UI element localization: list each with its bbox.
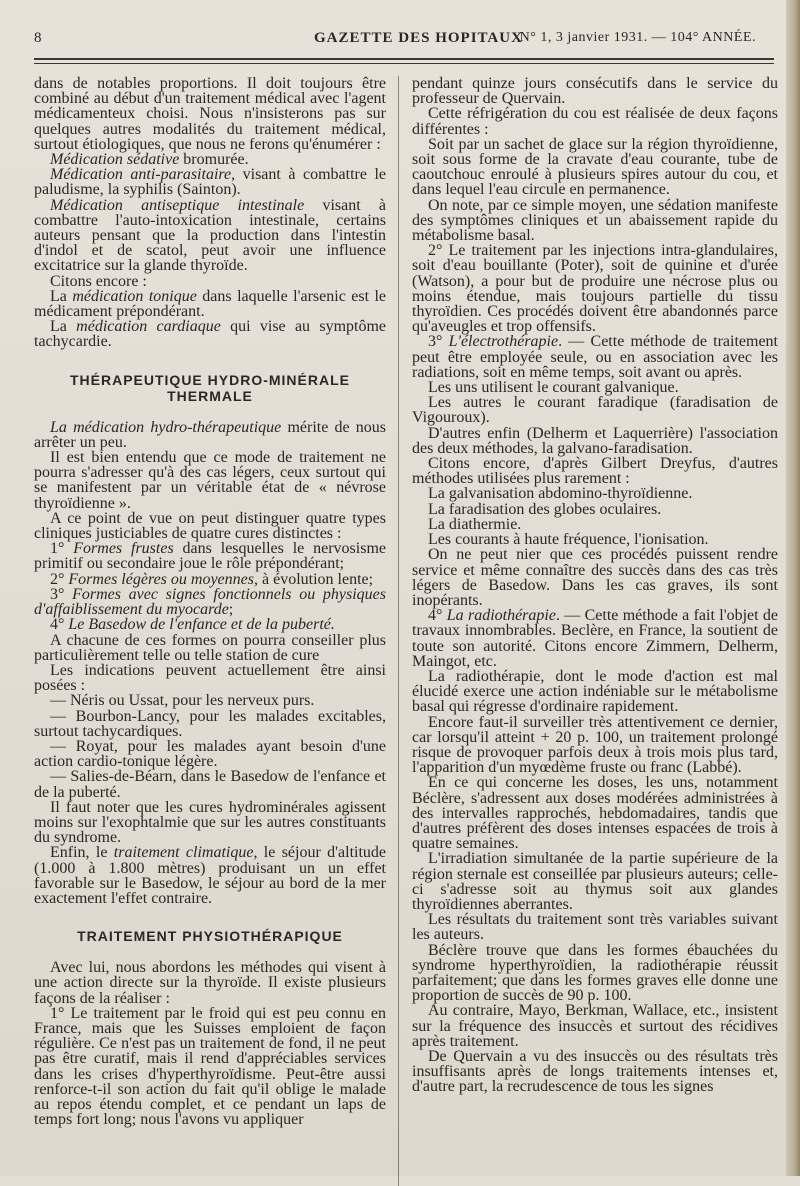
italic-term: Médication anti-parasitaire (50, 166, 232, 184)
paragraph: Citons encore, d'après Gilbert Dreyfus, d'autres méthodes utilisées plus rarement : (412, 455, 778, 488)
italic-term: La radiothérapie (446, 607, 556, 625)
italic-term: médication tonique (72, 287, 197, 305)
page-edge (786, 0, 800, 1176)
publication-title: GAZETTE DES HOPITAUX (314, 30, 523, 46)
paragraph: La médication tonique dans laquelle l'arsenic est le médicament prépondérant. (34, 287, 387, 321)
paragraph: L'irradiation simultanée de la partie supérieure de la région sternale est conseillée par plusieurs auteurs; celle-ci s'adresse soit au thymus soit aux glandes thyroïdiennes aberrantes. (412, 850, 778, 913)
paragraph: 2° Le traitement par les injections intra-glandulaires, soit d'eau bouillante (Poter), soit de quinine et d'urée (Watson), a pour but de produire une nécrose plus ou moins étendue, mais toujours partielle du tissu thyroïdien. Ces procédés doivent être abandonnés parce qu'aveugles et trop offensifs. (412, 242, 778, 336)
list-item: — Royat, pour les malades ayant besoin d'une action cardio-tonique légère. (34, 737, 386, 771)
paragraph: Les indications peuvent actuellement être ainsi posées : (34, 661, 386, 695)
header-rule-thin (34, 63, 774, 64)
paragraph: Les autres le courant faradique (faradisation de Vigouroux). (412, 394, 778, 427)
paragraph: La radiothérapie, dont le mode d'action est mal élucidé exerce une action indéniable sur le métabolisme basal qui régresse d'ordinaire rapidement. (412, 667, 778, 716)
list-item: — Bourbon-Lancy, pour les malades excitables, surtout tachycardiques. (34, 707, 386, 740)
paragraph: Béclère trouve que dans les formes ébauchées du syndrome hyperthyroïdien, la radiothérapie réussit parfaitement; que dans les formes graves elle donne une proportion de succès de 90 p. 100. (412, 941, 778, 1005)
paragraph: Médication sédative bromurée. (50, 151, 249, 169)
paragraph: Citons encore : (50, 272, 147, 290)
paragraph: Il faut noter que les cures hydrominérales agissent moins sur l'exophtalmie que sur les autres constituants du syndrome. (34, 798, 386, 847)
left-column (34, 76, 386, 1127)
list-item: 1° Formes frustes dans lesquelles le nervosisme primitif ou secondaire joue le rôle prépondérant; (34, 540, 386, 573)
section-heading: TRAITEMENT PHYSIOTHÉRAPIQUE (77, 928, 343, 945)
paragraph: Les uns utilisent le courant galvanique. (428, 379, 679, 397)
paragraph: La médication hydro-thérapeutique mérite de nous arrêter un peu. (34, 418, 387, 451)
paragraph: Soit par un sachet de glace sur la région thyroïdienne, soit sous forme de la cravate d'eau courante, tube de caoutchouc enroulé à plusieurs spires autour du cou, et dans lequel l'eau circule en permanence. (412, 135, 778, 199)
paragraph: Enfin, le traitement climatique, le séjour d'altitude (1.000 à 1.800 mètres) produisant un un effet favorable sur le Basedow, le séjour au bord de la mer exactement l'effet contraire. (34, 844, 387, 907)
paragraph: Il est bien entendu que ce mode de traitement ne pourra s'adresser qu'à des cas légers, ceux surtout qui se manifestent par un véritable état de « névrose thyroïdienne ». (34, 449, 386, 512)
list-item: La diathermie. (428, 515, 522, 533)
paragraph: En ce qui concerne les doses, les uns, notamment Béclère, s'adressent aux doses modérées administrées à des intervalles rapprochés, hebdomadaires, tandis que d'autres préfèrent des doses intenses espacées de trois à quatre semaines. (412, 774, 778, 853)
list-item: La galvanisation abdomino-thyroïdienne. (428, 485, 693, 503)
column-divider (398, 76, 399, 1186)
paragraph: La médication cardiaque qui vise au symptôme tachycardie. (34, 318, 387, 351)
paragraph: D'autres enfin (Delherm et Laquerrière) l'association des deux méthodes, la galvano-faradisation. (412, 424, 778, 457)
list-item: La faradisation des globes oculaires. (428, 500, 662, 518)
header-rule (34, 58, 774, 60)
paragraph: Avec lui, nous abordons les méthodes qui visent à une action directe sur la thyroïde. Il existe plusieurs façons de la réaliser : (34, 959, 386, 1007)
paragraph: On note, par ce simple moyen, une sédation manifeste des symptômes cliniques et un abaissement rapide du métabolisme basal. (412, 196, 778, 245)
list-item: 4° Le Basedow de l'enfance et de la puberté. (50, 616, 335, 634)
italic-term: traitement climatique (113, 844, 254, 862)
list-item: 3° Formes avec signes fonctionnels ou physiques d'affaiblissement du myocarde; (34, 585, 387, 619)
running-header (34, 22, 782, 44)
paragraph: A chacune de ces formes on pourra conseiller plus particulièrement telle ou telle station de cure (34, 631, 386, 664)
paragraph: dans de notables proportions. Il doit toujours être combiné au début d'un traitement médical avec l'agent médicamenteux choisi. Nous n'insisterons pas sur quelques autres modalités du traitement médical, surtout étiologiques, que nous ne ferons qu'énumérer : (34, 75, 386, 153)
italic-term: La médication hydro-thérapeutique (50, 418, 282, 436)
right-column (412, 76, 778, 1095)
paragraph: De Quervain a vu des insuccès ou des résultats très insuffisants après de longs traitements intenses et, d'autre part, la recrudescence de tous les signes (412, 1048, 778, 1096)
italic-term: Médication sédative (50, 151, 180, 169)
list-item: 2° Formes légères ou moyennes, à évolution lente; (50, 570, 374, 588)
italic-term: L'électrothérapie (448, 333, 559, 351)
list-item: Les courants à haute fréquence, l'ionisation. (428, 531, 709, 549)
page-number: 8 (34, 30, 42, 46)
paragraph: 4° La radiothérapie. — Cette méthode a fait l'objet de travaux innombrables. Beclère, en France, la soutient de toute son autorité. Citons encore Zimmern, Delherm, Maingot, etc. (412, 607, 779, 670)
italic-term: médication cardiaque (76, 318, 221, 336)
paragraph: 3° L'électrothérapie. — Cette méthode de traitement peut être employée seule, ou en association avec les radiations, soit en même temps, soit avant ou après. (412, 333, 778, 381)
list-item: — Néris ou Ussat, pour les nerveux purs. (50, 692, 315, 710)
paragraph: 1° Le traitement par le froid qui est peu connu en France, mais que les Suisses emploient de façon régulière. Ce n'est pas un traitement de fond, il ne peut pas être curatif, mais il rend d'appréciables services dans les crises d'hyperthyroïdisme. Peut-être aussi renforce-t-il son action du fait qu'il oblige le malade au repos étendu complet, et ce pendant un laps de temps fort long; nous l'avons vu appliquer (34, 1004, 386, 1129)
section-heading: THÉRAPEUTIQUE HYDRO-MINÉRALE THERMALE (69, 371, 350, 404)
paragraph: Médication antiseptique intestinale visant à combattre l'auto-intoxication intestinale, certains auteurs pensant que la production dans l'intestin d'indol et de scatol, peut avoir une influence excitatrice sur la glande thyroïde. (34, 196, 386, 275)
paragraph: Encore faut-il surveiller très attentivement ce dernier, car lorsqu'il atteint + 20 p. 100, un traitement prolongé risque de provoquer parfois deux à trois mois plus tard, l'apparition d'un myœdème fruste ou franc (Labbé). (412, 713, 778, 777)
list-item: — Salies-de-Béarn, dans le Basedow de l'enfance et de la puberté. (34, 768, 386, 801)
paragraph: pendant quinze jours consécutifs dans le service du professeur de Quervain. (412, 75, 778, 108)
paragraph: Cette réfrigération du cou est réalisée de deux façons différentes : (412, 105, 778, 138)
issue-info: N° 1, 3 janvier 1931. — 104° ANNÉE. (519, 30, 756, 45)
paragraph: A ce point de vue on peut distinguer quatre types cliniques justiciables de quatre cures distinctes : (34, 509, 386, 543)
italic-term: Médication antiseptique intestinale (50, 196, 305, 214)
paragraph: Les résultats du traitement sont très variables suivant les auteurs. (412, 911, 778, 944)
paragraph: On ne peut nier que ces procédés puissent rendre service et même connaître des succès dans des cas très légers de Basedow. Dans les cas graves, ils sont inopérants. (412, 546, 778, 609)
paragraph: Au contraire, Mayo, Berkman, Wallace, etc., insistent sur la fréquence des insuccès et surtout des récidives après traitement. (412, 1002, 778, 1050)
paragraph: Médication anti-parasitaire, visant à combattre le paludisme, la syphilis (Sainton). (34, 166, 386, 199)
